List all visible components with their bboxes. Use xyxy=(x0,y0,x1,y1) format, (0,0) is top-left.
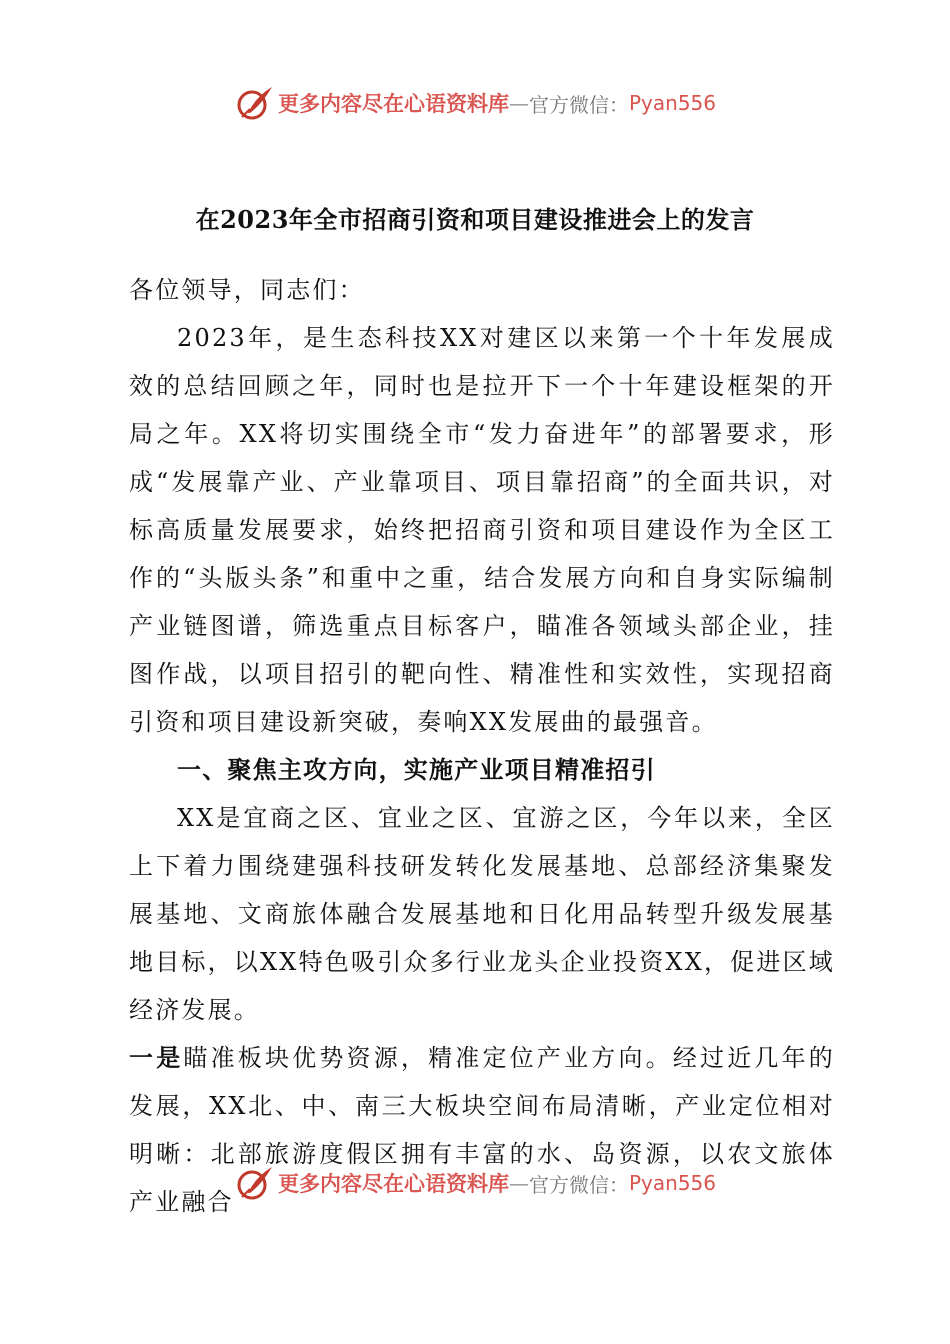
intro-paragraph: 2023年，是生态科技XX对建区以来第一个十年发展成效的总结回顾之年，同时也是拉开下一个十年建设框架的开局之年。XX将切实围绕全市“发力奋进年”的部署要求，形成“发展靠产业、产业靠项目、项目靠招商”的全面共识，对标高质量发展要求，始终把招商引资和项目建设作为全区工作的“头版头条”和重中之重，结合发展方向和自身实际编制产业链图谱，筛选重点目标客户，瞄准各领域头部企业，挂图作战，以项目招引的靶向性、精准性和实效性，实现招商引资和项目建设新突破，奏响XX发展曲的最强音。 xyxy=(129,324,835,736)
quill-logo-icon xyxy=(234,1163,274,1203)
paragraph-text: 瞄准板块优势资源，精准定位产业方向。经过近几年的发展，XX北、中、南三大板块空间布局清晰，产业定位相对明晰：北部旅游度假区拥有丰富的水、岛资源，以农文旅体产业融合 xyxy=(129,1044,835,1216)
bold-lead-text: 一是 xyxy=(129,1043,184,1072)
quill-logo-icon xyxy=(234,83,274,123)
document-body xyxy=(129,266,835,1226)
watermark-banner-bottom xyxy=(0,1160,950,1206)
section-heading: 一、聚焦主攻方向，实施产业项目精准招引 xyxy=(177,755,656,784)
banner-separator: — xyxy=(508,91,529,115)
document-title: 在2023年全市招商引资和项目建设推进会上的发言 xyxy=(195,205,755,234)
wechat-label: 官方微信： xyxy=(528,92,629,117)
section-paragraph: XX是宜商之区、宜业之区、宜游之区，今年以来，全区上下着力围绕建强科技研发转化发展基地、总部经济集聚发展基地、文商旅体融合发展基地和日化用品转型升级发展基地目标，以XX特色吸引众多行业龙头企业投资XX，促进区域经济发展。 xyxy=(129,804,835,1024)
brand-text: 更多内容尽在心语资料库 xyxy=(277,1171,509,1196)
banner-separator: — xyxy=(508,1171,529,1195)
wechat-id: Pyan556 xyxy=(628,91,716,115)
brand-text: 更多内容尽在心语资料库 xyxy=(277,91,509,116)
wechat-id: Pyan556 xyxy=(628,1171,716,1195)
watermark-banner-top xyxy=(0,80,950,126)
wechat-label: 官方微信： xyxy=(528,1172,629,1197)
salutation: 各位领导，同志们： xyxy=(129,276,365,304)
